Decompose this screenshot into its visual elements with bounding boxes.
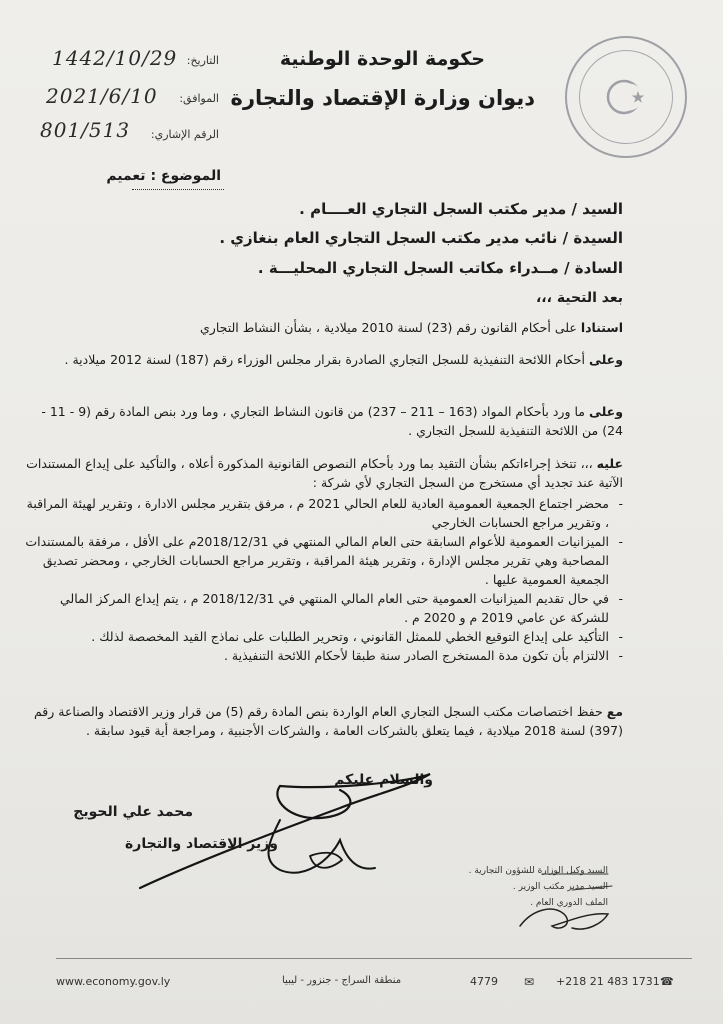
hijri-date-label: التاريخ: [186, 54, 219, 67]
signatory-title: وزير الاقتصاد والتجارة [125, 836, 278, 852]
initials-signature-icon [512, 870, 622, 942]
paragraph-4-text: ،،، تتخذ إجراءاتكم بشأن التقيد بما ورد بأحكام النصوص القانونية المذكورة أعلاه ، والتأكيد على إيداع المستندات الآتية عند تجديد أي مستخرج من السجل التجاري لأي شركة : [26, 456, 623, 491]
list-item: - الميزانيات العمومية للأعوام السابقة حتى العام المالي المنتهي في 2018/12/31م على الأقل ، مرفقة بالمستندات المصاحبة وهي تقرير مجلس الإدارة ، وتقرير هيئة المراقبة ، وتقرير مراجع الحسابات الخارجي ، ومحضر تصديق الجمعية العمومية عليها . [23, 532, 623, 589]
mailbox-icon: ✉ [524, 975, 535, 989]
final-paragraph-text: حفظ اختصاصات مكتب السجل التجاري العام الواردة بنص المادة رقم (5) من قرار وزير الاقتصاد والصناعة رقم (397) لسنة 2018 ميلادية ، فيما يتعلق بالشركات العامة ، والشركات الأجنبية ، ومراجعة أية قيود سابقة . [33, 704, 623, 739]
paragraph-1-text: على أحكام القانون رقم (23) لسنة 2010 ميلادية ، بشأن النشاط التجاري [200, 320, 581, 335]
footer-divider [56, 958, 692, 959]
addressee-1: السيد / مدير مكتب السجل التجاري العــــام . [299, 200, 623, 218]
gregorian-date-value: 2021/6/10 [46, 84, 158, 108]
list-item: - في حال تقديم الميزانيات العمومية حتى العام المالي المنتهي في 2018/12/31 م ، يتم إيداع المركز المالي للشركة عن عامي 2019 م و 2020 م . [23, 589, 623, 627]
final-paragraph [23, 702, 623, 741]
footer-address: منطقة السراج - جنزور - ليبيا [282, 975, 402, 986]
paragraph-4-lead: عليه [596, 456, 623, 471]
phone-icon: ☎ [660, 975, 674, 988]
subject-value: تعميم [106, 168, 146, 184]
list-item: - التأكيد على إيداع التوقيع الخطي للممثل القانوني ، وتحرير الطلبات على نماذج القيد المخصصة لذلك . [23, 627, 623, 646]
cc-item-3: الملف الدوري العام . [530, 898, 608, 908]
gregorian-date-label: الموافق: [179, 92, 219, 105]
cc-item-1: السيد وكيل الوزارة للشؤون التجارية . [468, 866, 608, 876]
requirements-list [23, 494, 623, 665]
footer-phone: +218 21 483 1731 [556, 975, 660, 988]
crescent-star-icon [596, 67, 656, 127]
reference-value: 801/513 [40, 118, 131, 142]
paragraph-2 [23, 350, 623, 369]
addressee-3: السادة / مــدراء مكاتب السجل التجاري المحليـــة . [257, 259, 623, 277]
paragraph-3-lead: وعلى [588, 404, 623, 419]
closing-salutation: والسلام عليكم [334, 772, 433, 788]
paragraph-4 [23, 454, 623, 493]
paragraph-1-lead: استنادا [580, 320, 623, 335]
final-paragraph-lead: مع [606, 704, 623, 719]
list-item: - الالتزام بأن تكون مدة المستخرج الصادر سنة طبقا لأحكام اللائحة التنفيذية . [23, 646, 623, 665]
ministry-seal-icon [565, 36, 687, 158]
paragraph-3-text: ما ورد بأحكام المواد (163 – 211 – 237) من قانون النشاط التجاري ، وما ورد بنص المادة رقم (9 - 11 - 24) من اللائحة التنفيذية للسجل التجاري . [41, 404, 623, 439]
signatory-name: محمد علي الحويج [73, 804, 193, 820]
paragraph-3 [23, 402, 623, 441]
paragraph-2-lead: وعلى [588, 352, 623, 367]
reference-label: الرقم الإشاري: [150, 128, 219, 141]
subject-line [106, 168, 221, 184]
paragraph-1 [33, 318, 623, 337]
footer-po-box: 4779 [470, 975, 498, 988]
ministry-name: ديوان وزارة الإقتصاد والتجارة [230, 86, 535, 110]
paragraph-2-text: أحكام اللائحة التنفيذية للسجل التجاري الصادرة بقرار مجلس الوزراء رقم (187) لسنة 2012 ميلادية . [64, 352, 589, 367]
cc-item-2: السيد مدير مكتب الوزير . [512, 882, 608, 892]
government-name: حكومة الوحدة الوطنية [279, 48, 485, 70]
addressee-2: السيدة / نائب مدير مكتب السجل التجاري العام بنغازي . [219, 229, 623, 247]
subject-label: الموضوع : [150, 168, 221, 184]
subject-underline [132, 189, 224, 190]
signature-icon [130, 760, 470, 900]
greeting: بعد التحية ،،، [535, 290, 623, 306]
footer-website: www.economy.gov.ly [56, 975, 171, 988]
list-item: - محضر اجتماع الجمعية العمومية العادية للعام الحالي 2021 م ، مرفق بتقرير مجلس الادارة ، وتقرير لهيئة المراقبة ، وتقرير مراجع الحسابات الخارجي [23, 494, 623, 532]
hijri-date-value: 1442/10/29 [52, 46, 178, 70]
